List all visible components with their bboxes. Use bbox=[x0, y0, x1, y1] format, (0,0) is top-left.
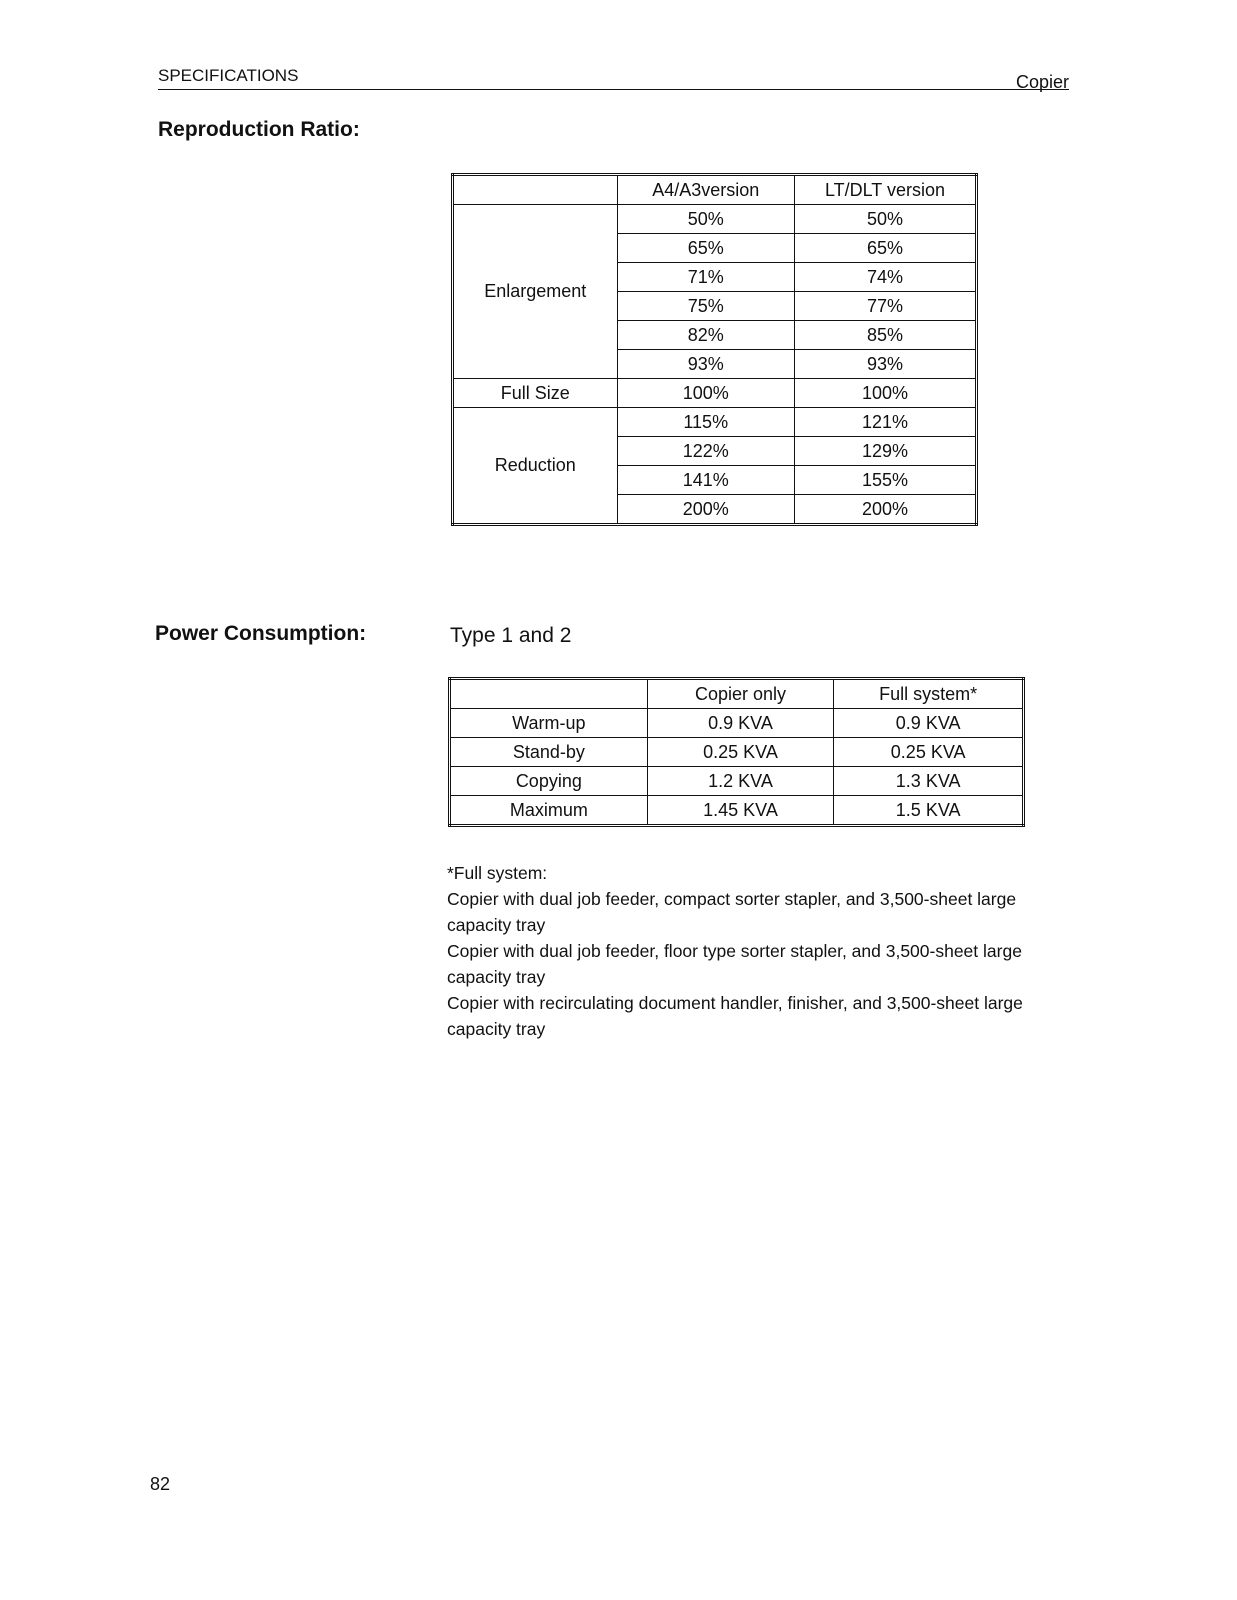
table-cell: 93% bbox=[617, 350, 794, 379]
table-cell: 1.2 KVA bbox=[647, 767, 834, 796]
table-cell: 155% bbox=[794, 466, 976, 495]
table-cell: 0.25 KVA bbox=[647, 738, 834, 767]
table-cell: 129% bbox=[794, 437, 976, 466]
table-cell: 65% bbox=[617, 234, 794, 263]
table-row bbox=[450, 738, 1024, 767]
table-cell: 82% bbox=[617, 321, 794, 350]
table-header-cell: Full system* bbox=[834, 679, 1024, 709]
reproduction-ratio-title: Reproduction Ratio: bbox=[158, 118, 360, 141]
table-cell: 71% bbox=[617, 263, 794, 292]
table-cell: 0.9 KVA bbox=[647, 709, 834, 738]
table-row bbox=[450, 709, 1024, 738]
table-cell: 1.5 KVA bbox=[834, 796, 1024, 826]
footnote-line: Copier with recirculating document handler, finisher, and 3,500-sheet large capacity tray bbox=[447, 993, 1023, 1039]
header-rule bbox=[158, 89, 1069, 90]
table-cell: Copying bbox=[450, 767, 648, 796]
table-cell: 200% bbox=[617, 495, 794, 525]
table-cell: 121% bbox=[794, 408, 976, 437]
table-header-cell: Copier only bbox=[647, 679, 834, 709]
table-cell: 74% bbox=[794, 263, 976, 292]
table-cell: 200% bbox=[794, 495, 976, 525]
header-topic-label: Copier bbox=[1015, 72, 1069, 92]
table-row bbox=[453, 205, 977, 234]
table-cell: Warm-up bbox=[450, 709, 648, 738]
table-header-cell: A4/A3version bbox=[617, 175, 794, 205]
table-cell: 75% bbox=[617, 292, 794, 321]
table-cell: 0.25 KVA bbox=[834, 738, 1024, 767]
row-group-label: Enlargement bbox=[453, 205, 618, 379]
table-cell: 122% bbox=[617, 437, 794, 466]
table-cell: 100% bbox=[794, 379, 976, 408]
table-cell: 77% bbox=[794, 292, 976, 321]
row-group-label: Reduction bbox=[453, 408, 618, 525]
table-header-cell: LT/DLT version bbox=[794, 175, 976, 205]
table-row bbox=[453, 408, 977, 437]
table-row bbox=[450, 796, 1024, 826]
full-system-footnote bbox=[447, 860, 1037, 1042]
table-header-cell bbox=[450, 679, 648, 709]
table-cell: 0.9 KVA bbox=[834, 709, 1024, 738]
reproduction-ratio-table bbox=[451, 173, 978, 526]
table-cell: 1.3 KVA bbox=[834, 767, 1024, 796]
table-cell: 115% bbox=[617, 408, 794, 437]
power-type-label: Type 1 and 2 bbox=[450, 624, 572, 647]
table-header-row bbox=[450, 679, 1024, 709]
table-cell: 100% bbox=[617, 379, 794, 408]
table-cell: Maximum bbox=[450, 796, 648, 826]
table-cell: Stand-by bbox=[450, 738, 648, 767]
row-group-label: Full Size bbox=[453, 379, 618, 408]
footnote-line: Copier with dual job feeder, floor type sorter stapler, and 3,500-sheet large capacity tray bbox=[447, 941, 1022, 987]
table-cell: 1.45 KVA bbox=[647, 796, 834, 826]
table-row bbox=[450, 767, 1024, 796]
footnote-heading: *Full system: bbox=[447, 863, 548, 883]
table-header-row bbox=[453, 175, 977, 205]
table-cell: 93% bbox=[794, 350, 976, 379]
footnote-line: Copier with dual job feeder, compact sorter stapler, and 3,500-sheet large capacity tray bbox=[447, 889, 1017, 935]
table-cell: 65% bbox=[794, 234, 976, 263]
power-consumption-title: Power Consumption: bbox=[155, 622, 367, 645]
page-number: 82 bbox=[150, 1474, 171, 1494]
table-cell: 141% bbox=[617, 466, 794, 495]
table-row bbox=[453, 379, 977, 408]
table-cell: 50% bbox=[794, 205, 976, 234]
table-cell: 85% bbox=[794, 321, 976, 350]
table-cell: 50% bbox=[617, 205, 794, 234]
table-header-cell bbox=[453, 175, 618, 205]
header-section-label: SPECIFICATIONS bbox=[158, 66, 299, 85]
power-consumption-table bbox=[448, 677, 1025, 827]
